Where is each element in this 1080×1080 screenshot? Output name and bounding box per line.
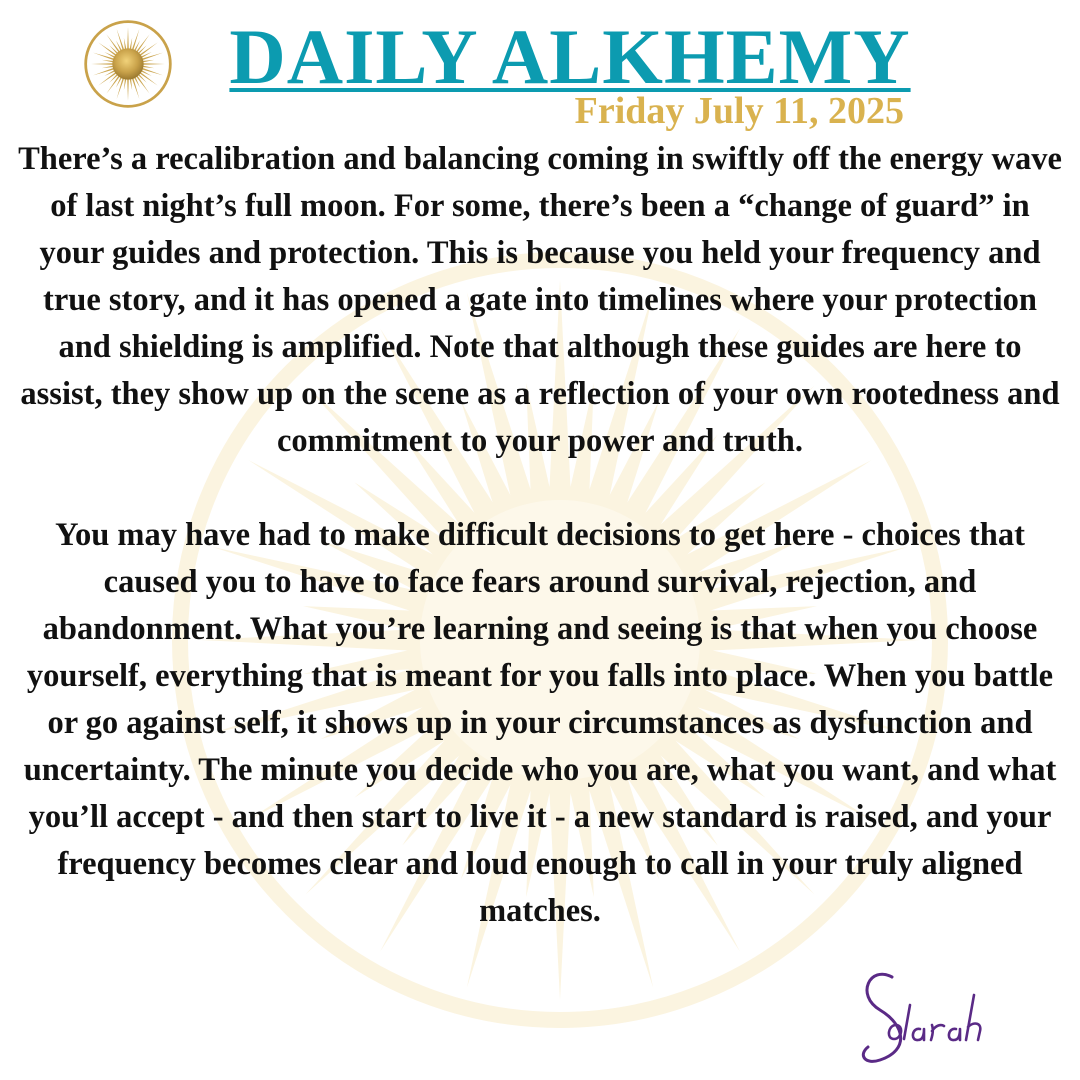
title-text: DAILY ALKHEMY xyxy=(229,13,911,100)
message-paragraph-1: There’s a recalibration and balancing coming in swiftly off the energy wave of last night’s full moon. For some, there’s been a “change of guard” in your guides and protection. This is because you held your frequency and true story, and it has opened a gate into timelines where your protection and shielding is amplified. Note that although these guides are here to assist, they show up on the scene as a reflection of your own rootedness and commitment to your power and truth. xyxy=(18,141,1062,459)
signature-icon xyxy=(850,955,1050,1073)
message-body xyxy=(14,136,1066,935)
date-label: Friday July 11, 2025 xyxy=(574,90,904,132)
message-paragraph-2: You may have had to make difficult decisions to get here - choices that caused you to have to face fears around survival, rejection, and abandonment. What you’re learning and seeing is that when you choose yourself, everything that is meant for you falls into place. When you battle or go against self, it shows up in your circumstances as dysfunction and uncertainty. The minute you decide who you are, what you want, and what you’ll accept - and then start to live it - a new standard is raised, and your frequency becomes clear and loud enough to call in your truly aligned matches. xyxy=(23,517,1057,929)
page-title xyxy=(0,14,1080,100)
